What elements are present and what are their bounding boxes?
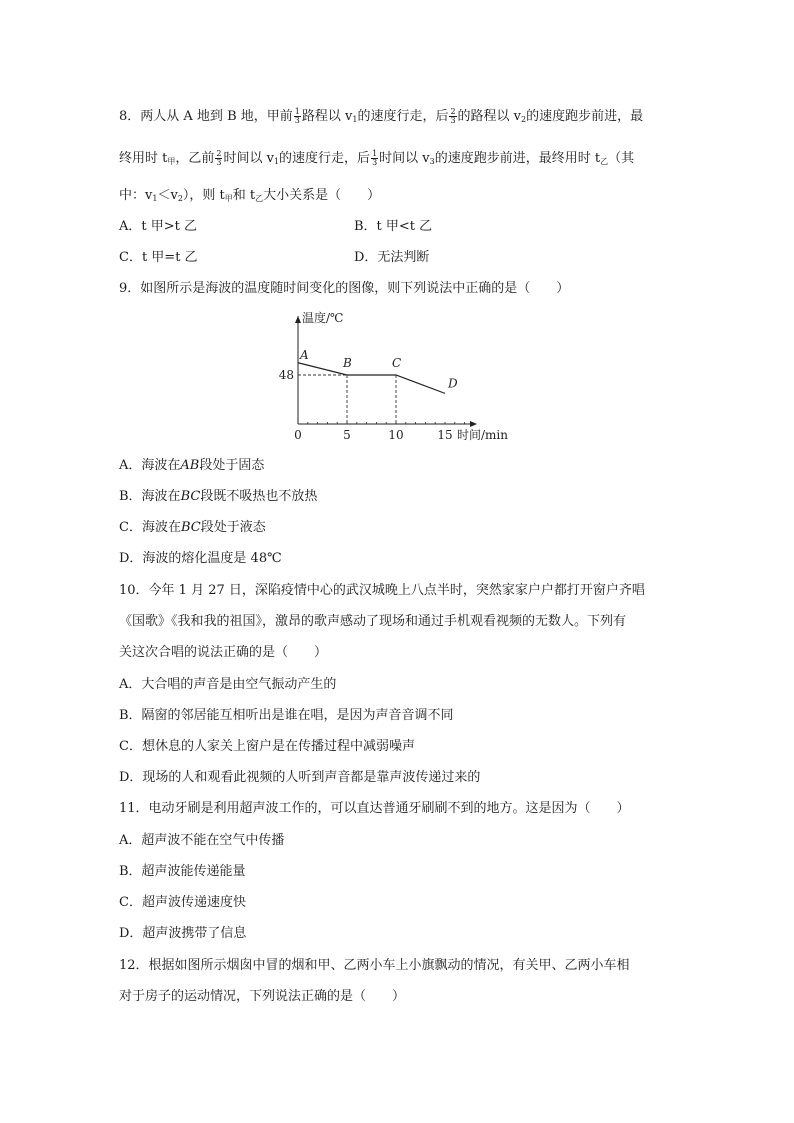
q8-option-c: C．t 甲=t 乙 xyxy=(119,250,198,265)
q9-option-a: A．海波在AB段处于固态 xyxy=(119,458,265,473)
q8-line-3: 中：$v_1<v_2$），则 $t_甲$和 $t_乙$大小关系是（ ） xyxy=(119,188,381,203)
q9-option-c: C．海波在BC段处于液态 xyxy=(119,520,266,535)
q10-line-1: 10．今年 1 月 27 日，深陷疫情中心的武汉城晚上八点半时，突然家家户户都打开窗户齐唱 xyxy=(119,583,645,598)
q12-line-2: 对于房子的运动情况，下列说法正确的是（ ） xyxy=(119,989,406,1004)
fraction-two-thirds: $\frac{2}{3}$ xyxy=(216,149,222,167)
q10-option-b: B．隔窗的邻居能互相听出是谁在唱，是因为声音音调不同 xyxy=(119,708,454,723)
q11-option-c: C．超声波传递速度快 xyxy=(119,895,246,910)
fraction-two-thirds: $\frac{2}{3}$ xyxy=(450,107,456,125)
q8-line-1: 8．两人从 A 地到 B 地，甲前 $\frac{1}{3}$ 路程以 $v_1$的速度行走，后 $\frac{2}{3}$ 的路程以 $v_2$的速度跑步前进，最 xyxy=(119,107,644,125)
q11-option-d: D．超声波携带了信息 xyxy=(119,926,247,941)
point-label-d: D xyxy=(448,376,458,391)
q10-option-d: D．现场的人和观看此视频的人听到声音都是靠声波传递过来的 xyxy=(119,770,481,785)
q10-option-c: C．想休息的人家关上窗户是在传播过程中减弱噪声 xyxy=(119,739,415,754)
x-axis-title: 时间/min xyxy=(457,428,508,442)
q8-option-b: B．t 甲<t 乙 xyxy=(354,219,433,234)
point-label-c: C xyxy=(392,356,402,370)
x-tick-label: 5 xyxy=(343,428,351,442)
series-line xyxy=(298,363,445,394)
q8-line-2: 终用时 $t_甲$，乙前 $\frac{2}{3}$ 时间以 $v_1$的速度行走，后 $\frac{1}{3}$ 时间以 $v_3$的速度跑步前进，最终用时 $t_乙$（其 xyxy=(119,149,635,167)
q9-option-b: B．海波在BC段既不吸热也不放热 xyxy=(119,489,318,504)
q8-option-d: D．无法判断 xyxy=(354,250,430,265)
q10-line-3: 关这次合唱的说法正确的是（ ） xyxy=(119,645,328,660)
q11-option-b: B．超声波能传递能量 xyxy=(119,864,246,879)
x-tick-label: 15 xyxy=(437,428,453,442)
fraction-one-third: $\frac{1}{3}$ xyxy=(294,107,300,125)
q8-option-a: A．t 甲>t 乙 xyxy=(119,219,197,234)
x-tick-label: 0 xyxy=(294,428,302,442)
x-tick-label: 10 xyxy=(388,428,404,442)
q11-option-a: A．超声波不能在空气中传播 xyxy=(119,833,285,848)
fraction-one-third: $\frac{1}{3}$ xyxy=(372,149,378,167)
q9-option-d: D．海波的熔化温度是 48℃ xyxy=(119,551,282,566)
y-axis-arrow xyxy=(295,316,301,323)
y-tick-label: 48 xyxy=(278,368,294,382)
q10-option-a: A．大合唱的声音是由空气振动产生的 xyxy=(119,677,337,692)
temperature-time-chart xyxy=(278,306,518,446)
x-axis-arrow xyxy=(470,421,477,427)
point-label-a: A xyxy=(300,347,309,362)
q10-line-2: 《国歌》《我和我的祖国》，激昂的歌声感动了现场和通过手机观看视频的无数人。下列有 xyxy=(119,614,627,629)
y-axis-title: 温度/℃ xyxy=(302,311,344,325)
q11-stem: 11．电动牙刷是利用超声波工作的，可以直达普通牙刷刷不到的地方。这是因为（ ） xyxy=(119,801,630,816)
point-label-b: B xyxy=(343,356,352,370)
q12-line-1: 12．根据如图所示烟囱中冒的烟和甲、乙两小车上小旗飘动的情况，有关甲、乙两小车相 xyxy=(119,958,630,973)
q9-stem: 9．如图所示是海波的温度随时间变化的图像，则下列说法中正确的是（ ） xyxy=(119,281,570,296)
